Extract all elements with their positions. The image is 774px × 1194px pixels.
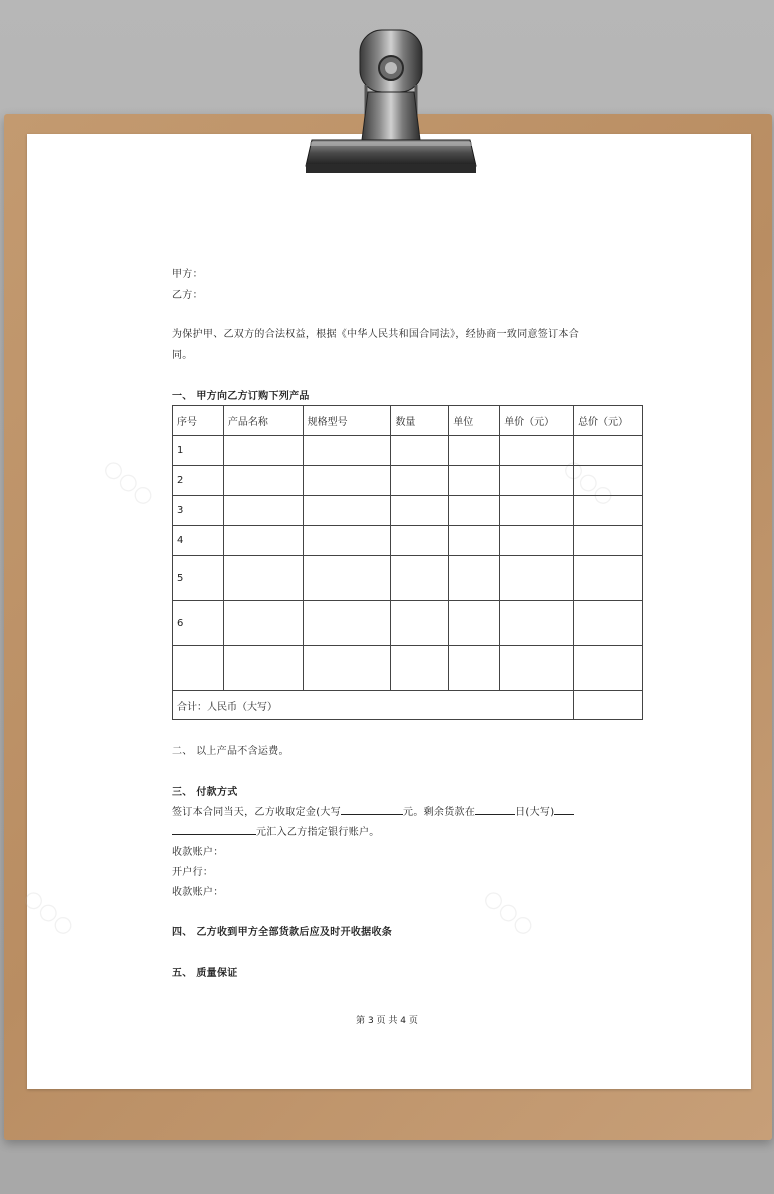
table-cell[interactable] [223, 556, 303, 601]
party-a-label: 甲方： [172, 269, 203, 280]
table-cell[interactable] [500, 496, 574, 526]
table-cell[interactable] [223, 466, 303, 496]
table-cell[interactable] [574, 601, 643, 646]
payment-line-1 [172, 803, 574, 818]
total-value-cell[interactable] [574, 691, 643, 720]
table-cell[interactable] [574, 496, 643, 526]
table-cell[interactable] [574, 526, 643, 556]
table-cell[interactable] [391, 436, 449, 466]
table-cell[interactable] [303, 601, 391, 646]
table-cell[interactable] [500, 601, 574, 646]
table-row [173, 436, 643, 466]
table-row [173, 496, 643, 526]
table-cell[interactable] [223, 646, 303, 691]
table-cell[interactable] [449, 646, 500, 691]
table-cell[interactable] [449, 526, 500, 556]
page-number: 第 3 页 共 4 页 [356, 1016, 418, 1026]
party-b-label: 乙方： [172, 290, 203, 301]
table-row [173, 556, 643, 601]
table-total-row [173, 691, 643, 720]
deposit-amount-blank[interactable] [341, 804, 403, 815]
header-cell: 单价（元） [500, 406, 574, 436]
table-cell[interactable] [303, 436, 391, 466]
header-cell: 序号 [173, 406, 224, 436]
table-cell[interactable] [303, 526, 391, 556]
payment-text-a: 签订本合同当天，乙方收取定金(大写 [172, 807, 342, 818]
intro-line-2: 同。 [172, 350, 193, 361]
date-blank[interactable] [475, 804, 515, 815]
table-cell[interactable] [303, 496, 391, 526]
table-header-row [173, 406, 643, 436]
table-cell[interactable] [449, 601, 500, 646]
header-cell: 数量 [391, 406, 449, 436]
table-cell[interactable] [449, 556, 500, 601]
section-4-title: 四、 乙方收到甲方全部货款后应及时开收据收条 [172, 927, 393, 938]
table-cell[interactable] [500, 646, 574, 691]
table-cell[interactable] [391, 601, 449, 646]
table-cell[interactable] [223, 496, 303, 526]
table-cell[interactable] [391, 526, 449, 556]
table-cell[interactable] [449, 466, 500, 496]
section-3-title: 三、 付款方式 [172, 787, 238, 798]
account-no-label: 收款账户： [172, 887, 224, 898]
header-cell: 产品名称 [223, 406, 303, 436]
table-row [173, 526, 643, 556]
table-cell[interactable] [574, 436, 643, 466]
table-cell[interactable] [223, 526, 303, 556]
payment-text-c: 日(大写) [515, 807, 555, 818]
table-cell[interactable] [449, 496, 500, 526]
account-name-label: 收款账户： [172, 847, 224, 858]
table-cell[interactable] [500, 436, 574, 466]
table-cell[interactable] [574, 646, 643, 691]
table-row [173, 601, 643, 646]
row-index-cell: 2 [173, 466, 224, 496]
table-cell[interactable] [303, 556, 391, 601]
header-cell: 规格型号 [303, 406, 391, 436]
table-cell[interactable] [574, 466, 643, 496]
table-cell[interactable] [303, 646, 391, 691]
table-cell[interactable] [391, 496, 449, 526]
row-index-cell [173, 646, 224, 691]
header-cell: 单位 [449, 406, 500, 436]
table-cell[interactable] [500, 466, 574, 496]
product-table [172, 405, 643, 720]
table-row [173, 466, 643, 496]
table-cell[interactable] [574, 556, 643, 601]
row-index-cell: 1 [173, 436, 224, 466]
table-cell[interactable] [391, 646, 449, 691]
header-cell: 总价（元） [574, 406, 643, 436]
table-cell[interactable] [223, 436, 303, 466]
payment-text-d: 元汇入乙方指定银行账户。 [256, 827, 380, 838]
date-written-blank[interactable] [554, 804, 574, 815]
payment-line-2 [172, 823, 380, 838]
section-1-title: 一、 甲方向乙方订购下列产品 [172, 391, 310, 402]
row-index-cell: 6 [173, 601, 224, 646]
section-5-title: 五、 质量保证 [172, 968, 238, 979]
row-index-cell: 3 [173, 496, 224, 526]
section-2-title: 二、 以上产品不含运费。 [172, 746, 289, 757]
payment-text-b: 元。剩余货款在 [403, 807, 476, 818]
table-cell[interactable] [223, 601, 303, 646]
bank-label: 开户行： [172, 867, 214, 878]
table-cell[interactable] [391, 466, 449, 496]
intro-line-1: 为保护甲、乙双方的合法权益，根据《中华人民共和国合同法》，经协商一致同意签订本合 [172, 329, 579, 340]
table-cell[interactable] [391, 556, 449, 601]
total-label-cell: 合计：人民币（大写） [173, 691, 574, 720]
table-cell[interactable] [500, 556, 574, 601]
table-cell[interactable] [303, 466, 391, 496]
remaining-amount-blank[interactable] [172, 824, 256, 835]
table-row [173, 646, 643, 691]
row-index-cell: 5 [173, 556, 224, 601]
row-index-cell: 4 [173, 526, 224, 556]
table-cell[interactable] [500, 526, 574, 556]
table-cell[interactable] [449, 436, 500, 466]
